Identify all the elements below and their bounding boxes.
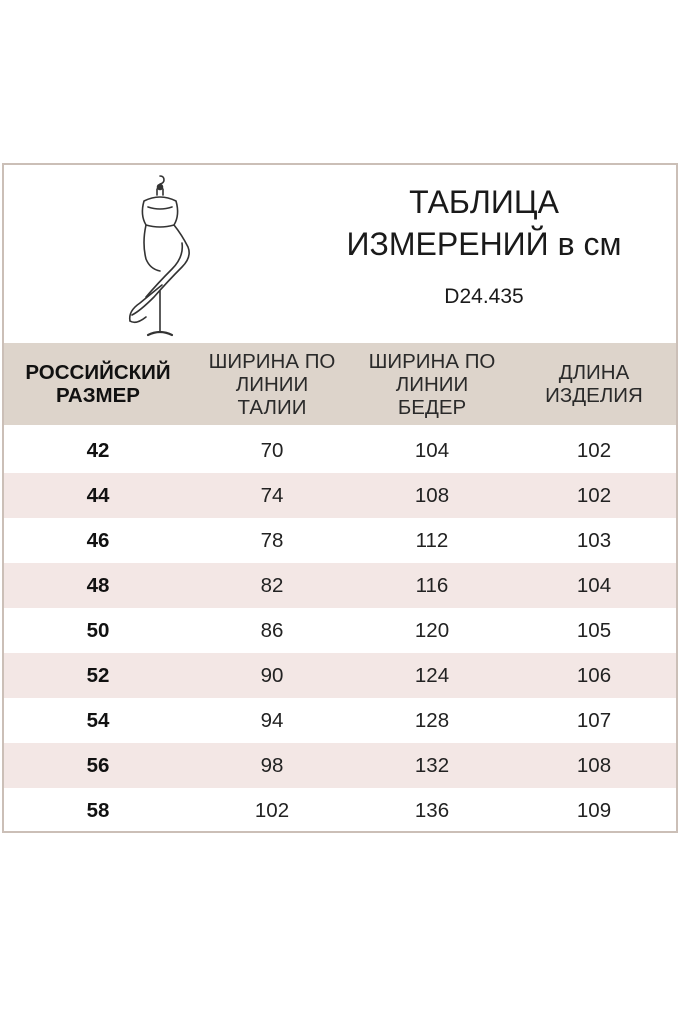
column-header-hips: ШИРИНА ПО ЛИНИИ БЕДЕР: [368, 349, 496, 419]
waist-cell: 70: [260, 438, 284, 462]
hips-cell: 112: [415, 528, 449, 552]
length-cell: 108: [576, 753, 612, 777]
size-cell: 42: [86, 438, 110, 462]
column-header-length: ДЛИНА ИЗДЕЛИЯ: [545, 361, 643, 407]
length-cell: 102: [576, 483, 612, 507]
length-cell: 107: [576, 708, 612, 732]
table-row: [4, 743, 676, 788]
length-cell: 104: [576, 573, 612, 597]
hips-cell: 132: [414, 753, 450, 777]
table-row: [4, 608, 676, 653]
table-row: [4, 563, 676, 608]
size-cell: 54: [86, 708, 110, 732]
length-cell: 103: [576, 528, 612, 552]
hips-cell: 128: [414, 708, 450, 732]
waist-cell: 98: [260, 753, 284, 777]
column-header-size: РОССИЙСКИЙ РАЗМЕР: [25, 361, 171, 407]
hips-cell: 104: [414, 438, 450, 462]
table-body: [4, 428, 676, 833]
length-cell: 102: [576, 438, 612, 462]
table-row: [4, 788, 676, 833]
column-header-waist: ШИРИНА ПО ЛИНИИ ТАЛИИ: [208, 349, 336, 419]
hips-cell: 124: [414, 663, 450, 687]
size-cell: 46: [86, 528, 110, 552]
chart-title: ТАБЛИЦА ИЗМЕРЕНИЙ в см: [346, 184, 622, 262]
size-cell: 50: [86, 618, 110, 642]
hips-cell: 116: [415, 573, 449, 597]
waist-cell: 78: [260, 528, 284, 552]
size-cell: 44: [86, 483, 110, 507]
table-header: [4, 343, 676, 425]
table-row: [4, 428, 676, 473]
size-cell: 58: [86, 798, 110, 822]
table-row: [4, 653, 676, 698]
hips-cell: 120: [414, 618, 450, 642]
length-cell: 105: [576, 618, 612, 642]
waist-cell: 90: [260, 663, 284, 687]
table-row: [4, 518, 676, 563]
hips-cell: 108: [414, 483, 450, 507]
waist-cell: 102: [254, 798, 290, 822]
dress-mannequin-icon: [122, 173, 198, 339]
length-cell: 106: [576, 663, 612, 687]
waist-cell: 82: [260, 573, 284, 597]
size-cell: 48: [86, 573, 110, 597]
table-row: [4, 473, 676, 518]
waist-cell: 74: [260, 483, 284, 507]
chart-header: [4, 165, 676, 343]
waist-cell: 86: [260, 618, 284, 642]
waist-cell: 94: [260, 708, 284, 732]
hips-cell: 136: [414, 798, 450, 822]
table-row: [4, 698, 676, 743]
size-chart-card: [2, 163, 678, 833]
length-cell: 109: [576, 798, 612, 822]
size-cell: 52: [86, 663, 110, 687]
article-number: D24.435: [444, 285, 524, 308]
size-cell: 56: [86, 753, 110, 777]
